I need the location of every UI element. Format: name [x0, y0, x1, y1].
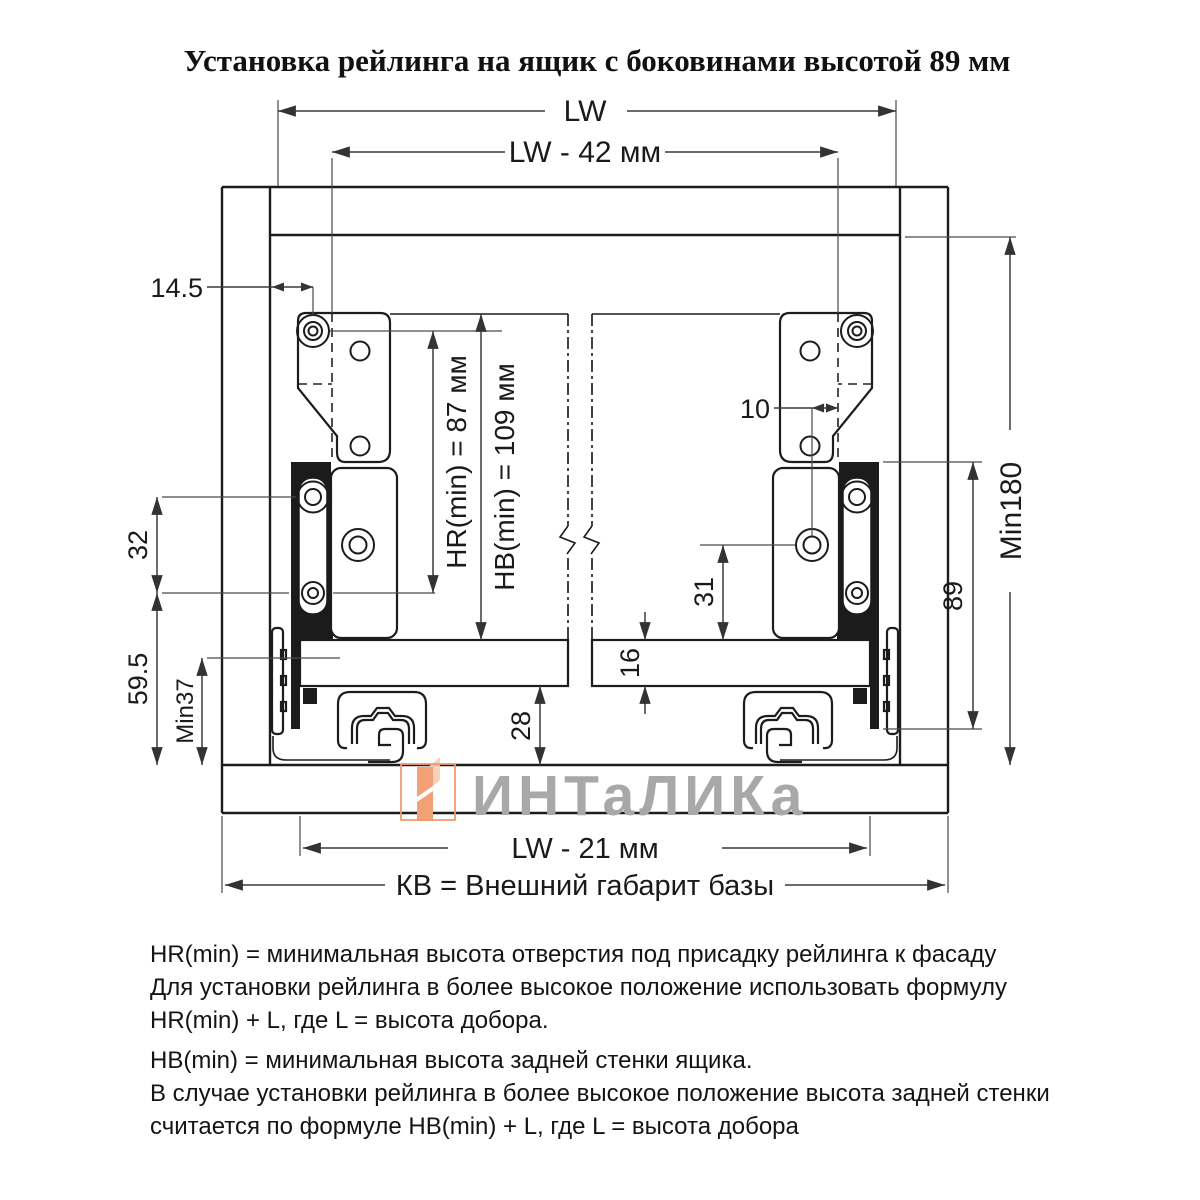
- dim-min180-label: Min180: [995, 461, 1028, 561]
- dim-lw42-label: LW - 42 мм: [508, 136, 662, 169]
- dim-89-label: 89: [938, 580, 968, 612]
- note-hb-line1: HB(min) = минимальная высота задней стенки ящика.: [150, 1047, 753, 1074]
- dim-min37-label: Min37: [172, 678, 199, 744]
- dim-hb-label: HB(min) = 109 мм: [489, 363, 520, 591]
- dim-14-5-label: 14.5: [150, 273, 203, 303]
- page-title: Установка рейлинга на ящик с боковинами высотой 89 мм: [183, 43, 1011, 78]
- dim-kb-label: КВ = Внешний габарит базы: [395, 870, 775, 902]
- dim-28-label: 28: [506, 710, 536, 742]
- brand-name: ИНТаЛИКа: [472, 764, 808, 828]
- note-hb-line3: считается по формуле HB(min) + L, где L = высота добора: [150, 1113, 799, 1140]
- dim-16-label: 16: [615, 647, 645, 679]
- dim-lw-label: LW: [563, 95, 607, 128]
- note-hr-line2: Для установки рейлинга в более высокое положение использовать формулу: [150, 974, 1007, 1001]
- dim-59-5-label: 59.5: [123, 652, 153, 706]
- dim-31-label: 31: [689, 576, 719, 608]
- note-hr-line1: HR(min) = минимальная высота отверстия под присадку рейлинга к фасаду: [150, 941, 997, 968]
- dim-lw21-label: LW - 21 мм: [511, 833, 659, 865]
- railing-bar-left: [300, 640, 568, 686]
- dim-hr-label: HR(min) = 87 мм: [441, 355, 472, 569]
- dim-10-label: 10: [739, 394, 770, 424]
- note-hr-line3: HR(min) + L, где L = высота добора.: [150, 1007, 549, 1034]
- dim-32-label: 32: [123, 529, 153, 561]
- note-hb-line2: В случае установки рейлинга в более высокое положение высота задней стенки: [150, 1080, 1050, 1107]
